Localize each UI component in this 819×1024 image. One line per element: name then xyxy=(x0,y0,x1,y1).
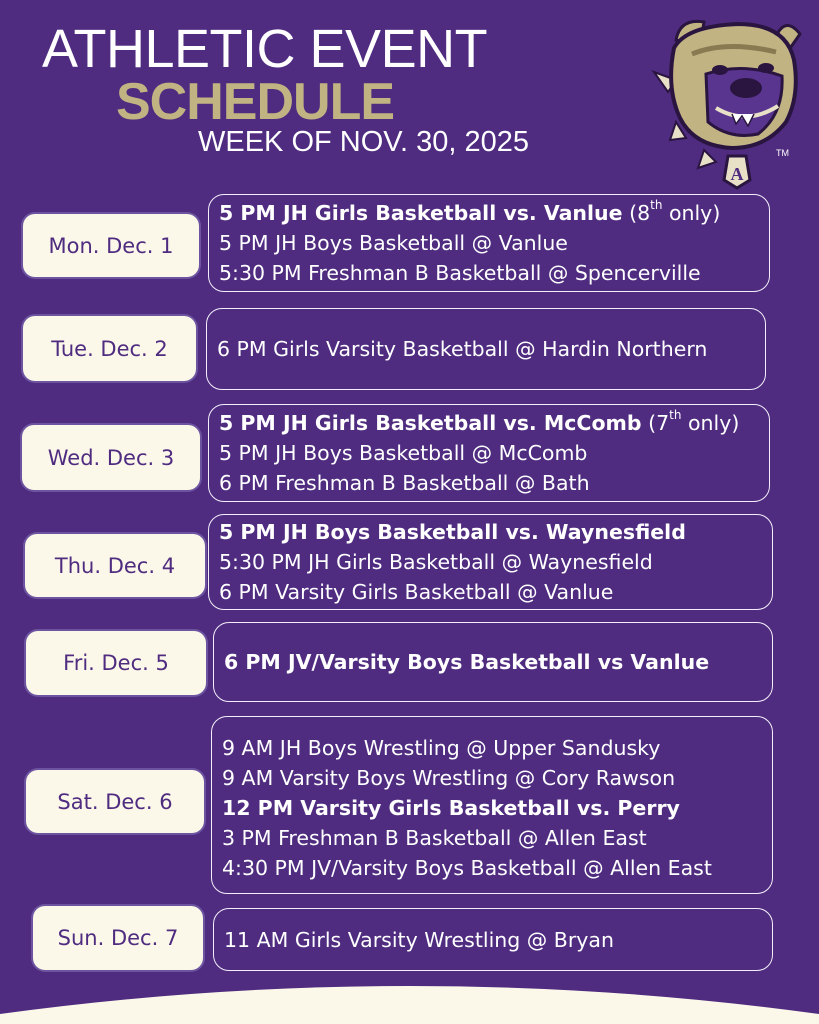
day-events-box xyxy=(213,908,773,971)
event-item xyxy=(219,198,769,228)
grade-note: (8th only) xyxy=(629,198,721,225)
event-item xyxy=(219,517,772,547)
event-text: 5 PM JH Girls Basketball vs. Vanlue xyxy=(219,201,623,225)
event-text: 4:30 PM JV/Varsity Boys Basketball @ Allen East xyxy=(222,856,712,880)
event-item xyxy=(219,577,772,607)
event-text: 6 PM Varsity Girls Basketball @ Vanlue xyxy=(219,580,614,604)
day-events-box xyxy=(213,622,773,702)
event-text: 5 PM JH Boys Basketball @ McComb xyxy=(219,441,588,465)
event-item xyxy=(219,468,769,498)
day-label: Sat. Dec. 6 xyxy=(26,770,204,833)
event-item xyxy=(222,823,772,853)
event-text: 12 PM Varsity Girls Basketball vs. Perry xyxy=(222,796,680,820)
event-item xyxy=(219,438,769,468)
event-item xyxy=(219,547,772,577)
event-item xyxy=(222,733,772,763)
event-text: 9 AM Varsity Boys Wrestling @ Cory Rawson xyxy=(222,766,676,790)
badge-letter: A xyxy=(730,164,744,184)
trademark-mark: TM xyxy=(776,148,789,158)
event-item xyxy=(224,925,772,955)
grade-note: (7th only) xyxy=(648,408,740,435)
bottom-wave xyxy=(0,980,819,1024)
event-text: 6 PM Girls Varsity Basketball @ Hardin Northern xyxy=(217,337,708,361)
event-item xyxy=(219,258,769,288)
day-events-box xyxy=(208,514,773,610)
title-line-2: SCHEDULE xyxy=(116,73,395,131)
event-item xyxy=(217,334,765,364)
day-events-box xyxy=(208,194,770,292)
event-text: 11 AM Girls Varsity Wrestling @ Bryan xyxy=(224,927,614,952)
day-events-box xyxy=(208,404,770,502)
event-text: 5 PM JH Girls Basketball vs. McComb xyxy=(219,411,642,435)
day-events-box xyxy=(211,716,773,894)
event-text: 6 PM JV/Varsity Boys Basketball vs Vanlue xyxy=(224,650,710,674)
event-item xyxy=(222,763,772,793)
bulldog-mascot-logo xyxy=(646,10,806,190)
day-label: Mon. Dec. 1 xyxy=(23,214,199,277)
event-text: 5:30 PM Freshman B Basketball @ Spencerville xyxy=(219,261,701,285)
event-text: 6 PM Freshman B Basketball @ Bath xyxy=(219,471,590,495)
title-line-1: ATHLETIC EVENT xyxy=(42,19,488,79)
day-label: Wed. Dec. 3 xyxy=(22,425,200,490)
event-text: 9 AM JH Boys Wrestling @ Upper Sandusky xyxy=(222,736,661,760)
event-text: 5:30 PM JH Girls Basketball @ Waynesfield xyxy=(219,550,653,574)
day-label: Tue. Dec. 2 xyxy=(23,316,196,381)
week-subtitle: WEEK OF NOV. 30, 2025 xyxy=(198,126,529,158)
event-item xyxy=(224,647,772,677)
event-item xyxy=(219,228,769,258)
event-text: 5 PM JH Boys Basketball vs. Waynesfield xyxy=(219,520,686,544)
event-item xyxy=(222,853,772,883)
day-label: Thu. Dec. 4 xyxy=(25,534,205,597)
event-item xyxy=(219,408,769,438)
day-events-box xyxy=(206,308,766,390)
event-text: 5 PM JH Boys Basketball @ Vanlue xyxy=(219,231,568,255)
event-text: 3 PM Freshman B Basketball @ Allen East xyxy=(222,826,647,850)
day-label: Sun. Dec. 7 xyxy=(33,906,203,970)
day-label: Fri. Dec. 5 xyxy=(26,631,206,695)
event-item xyxy=(222,793,772,823)
